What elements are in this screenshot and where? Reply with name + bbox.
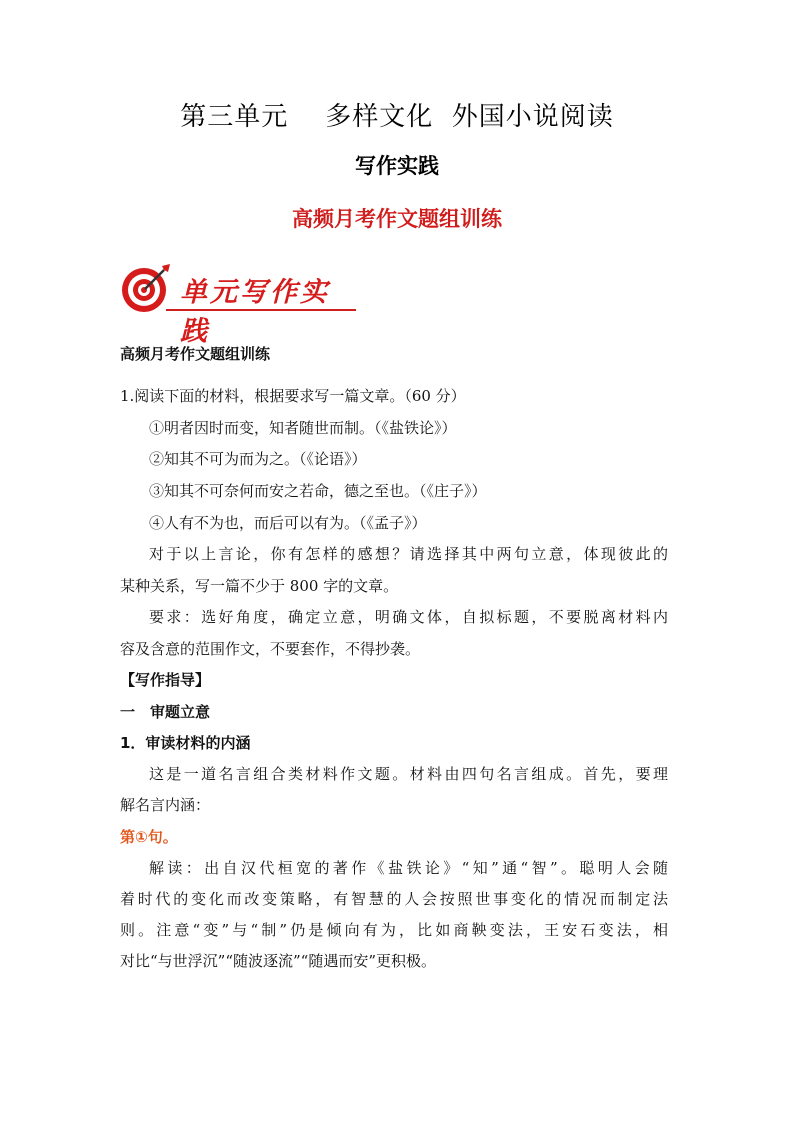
quote-1: ①明者因时而变，知者随世而制。（《盐铁论》） (149, 419, 457, 437)
sub-heading-1: 1．审读材料的内涵 (120, 734, 251, 752)
banner-label: 单元写作实践 (180, 277, 330, 347)
banner-underline (166, 309, 356, 311)
task-line-2: 某种关系，写一篇不少于 800 字的文章。 (120, 577, 399, 595)
intro-line-2: 解名言内涵： (120, 796, 211, 814)
subtitle: 写作实践 (355, 154, 439, 178)
explain-line-3: 则。注意“变”与“制”仍是倾向有为，比如商鞅变法，王安石变法，相 (120, 921, 668, 939)
intro-line-1: 这是一道名言组合类材料作文题。材料由四句名言组成。首先，要理 (149, 765, 668, 783)
quote-4: ④人有不为也，而后可以有为。（《孟子》） (149, 514, 427, 532)
explain-line-4: 对比“与世浮沉”“随波逐流”“随遇而安”更积极。 (120, 952, 437, 970)
part-one-heading: 一 审题立意 (120, 703, 211, 721)
explain-line-1: 解读：出自汉代桓宽的著作《盐铁论》“知”通“智”。聪明人会随 (149, 859, 668, 877)
task-line-1: 对于以上言论，你有怎样的感想？请选择其中两句立意，体现彼此的 (149, 545, 668, 563)
red-title: 高频月考作文题组训练 (292, 207, 502, 231)
question-prompt: 1.阅读下面的材料，根据要求写一篇文章。（60 分） (120, 387, 466, 405)
item-1-label: 第①句。 (120, 828, 178, 846)
unit-title: 第三单元 多样文化 外国小说阅读 (180, 102, 614, 132)
requirement-line-1: 要求：选好角度，确定立意，明确文体，自拟标题，不要脱离材料内 (149, 608, 668, 626)
writing-guide-heading: 【写作指导】 (120, 671, 211, 689)
section-title: 高频月考作文题组训练 (120, 345, 271, 363)
quote-3: ③知其不可奈何而安之若命，德之至也。（《庄子》） (149, 482, 487, 500)
quote-2: ②知其不可为而为之。（《论语》） (149, 450, 367, 468)
explain-line-2: 着时代的变化而改变策略，有智慧的人会按照世事变化的情况而制定法 (120, 890, 668, 908)
target-dart-icon (118, 262, 174, 316)
unit-writing-banner (118, 262, 358, 347)
requirement-line-2: 容及含意的范围作文，不要套作，不得抄袭。 (120, 640, 421, 658)
